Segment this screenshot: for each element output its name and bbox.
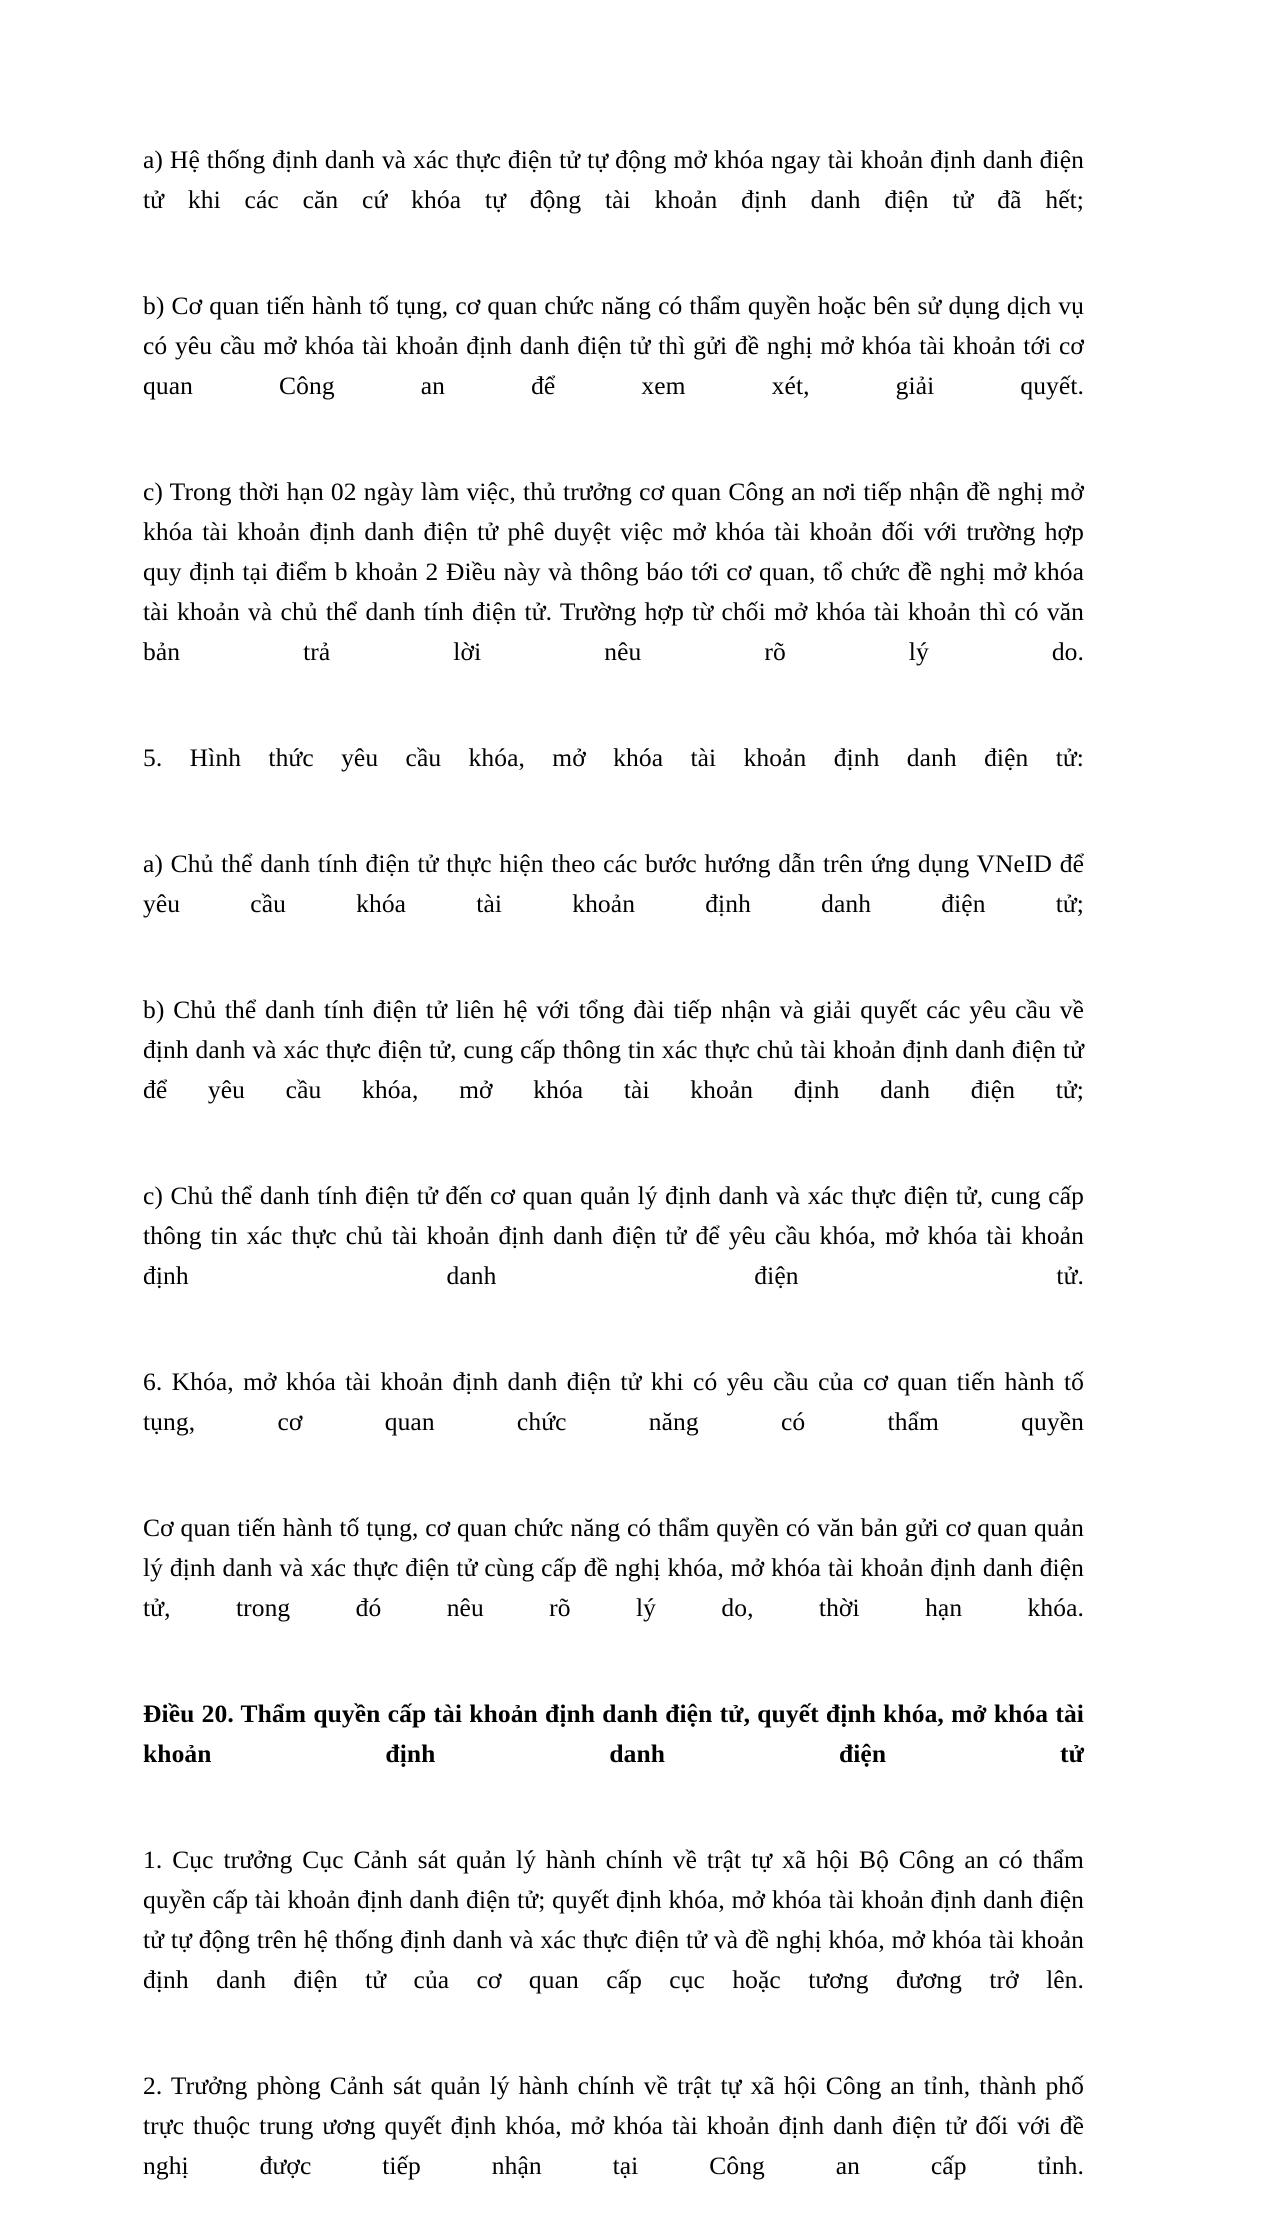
paragraph-clause-5-point-a-vneid: a) Chủ thể danh tính điện tử thực hiện theo các bước hướng dẫn trên ứng dụng VNeID để yêu cầu khóa tài khoản định danh điện tử;	[143, 849, 1084, 918]
paragraph-clause-5-point-c-in-person: c) Chủ thể danh tính điện tử đến cơ quan quản lý định danh và xác thực điện tử, cung cấp thông tin xác thực chủ tài khoản định danh điện tử để yêu cầu khóa, mở khóa tài khoản định danh điện tử.	[143, 1181, 1084, 1290]
paragraph-point-c-two-working-days: c) Trong thời hạn 02 ngày làm việc, thủ trưởng cơ quan Công an nơi tiếp nhận đề nghị mở khóa tài khoản định danh điện tử phê duyệt việc mở khóa tài khoản đối với trường hợp quy định tại điểm b khoản 2 Điều này và thông báo tới cơ quan, tổ chức đề nghị mở khóa tài khoản và chủ thể danh tính điện tử. Trường hợp từ chối mở khóa tài khoản thì có văn bản trả lời nêu rõ lý do.	[143, 477, 1084, 666]
paragraph-clause-6-body: Cơ quan tiến hành tố tụng, cơ quan chức năng có thẩm quyền có văn bản gửi cơ quan quản lý định danh và xác thực điện tử cùng cấp đề nghị khóa, mở khóa tài khoản định danh điện tử, trong đó nêu rõ lý do, thời hạn khóa.	[143, 1513, 1084, 1622]
paragraph-clause-5-forms-of-request: 5. Hình thức yêu cầu khóa, mở khóa tài khoản định danh điện tử:	[143, 743, 1084, 772]
paragraph-dieu-20-clause-1: 1. Cục trưởng Cục Cảnh sát quản lý hành chính về trật tự xã hội Bộ Công an có thẩm quyền cấp tài khoản định danh điện tử; quyết định khóa, mở khóa tài khoản định danh điện tử tự động trên hệ thống định danh và xác thực điện tử và đề nghị khóa, mở khóa tài khoản định danh điện tử của cơ quan cấp cục hoặc tương đương trở lên.	[143, 1845, 1084, 1994]
paragraph-point-b-unlock-request: b) Cơ quan tiến hành tố tụng, cơ quan chức năng có thẩm quyền hoặc bên sử dụng dịch vụ có yêu cầu mở khóa tài khoản định danh điện tử thì gửi đề nghị mở khóa tài khoản tới cơ quan Công an để xem xét, giải quyết.	[143, 291, 1084, 400]
paragraph-clause-6-lock-on-request: 6. Khóa, mở khóa tài khoản định danh điện tử khi có yêu cầu của cơ quan tiến hành tố tụng, cơ quan chức năng có thẩm quyền	[143, 1367, 1084, 1436]
document-text-column	[143, 140, 1084, 2226]
paragraph-point-a-unlock-auto: a) Hệ thống định danh và xác thực điện tử tự động mở khóa ngay tài khoản định danh điện tử khi các căn cứ khóa tự động tài khoản định danh điện tử đã hết;	[143, 145, 1084, 214]
paragraph-dieu-20-clause-2: 2. Trưởng phòng Cảnh sát quản lý hành chính về trật tự xã hội Công an tỉnh, thành phố trực thuộc trung ương quyết định khóa, mở khóa tài khoản định danh điện tử đối với đề nghị được tiếp nhận tại Công an cấp tỉnh.	[143, 2071, 1084, 2180]
paragraph-clause-5-point-b-hotline: b) Chủ thể danh tính điện tử liên hệ với tổng đài tiếp nhận và giải quyết các yêu cầu về định danh và xác thực điện tử, cung cấp thông tin xác thực chủ tài khoản định danh điện tử để yêu cầu khóa, mở khóa tài khoản định danh điện tử;	[143, 995, 1084, 1104]
heading-dieu-20: Điều 20. Thẩm quyền cấp tài khoản định danh điện tử, quyết định khóa, mở khóa tài khoản định danh điện tử	[143, 1699, 1084, 1768]
